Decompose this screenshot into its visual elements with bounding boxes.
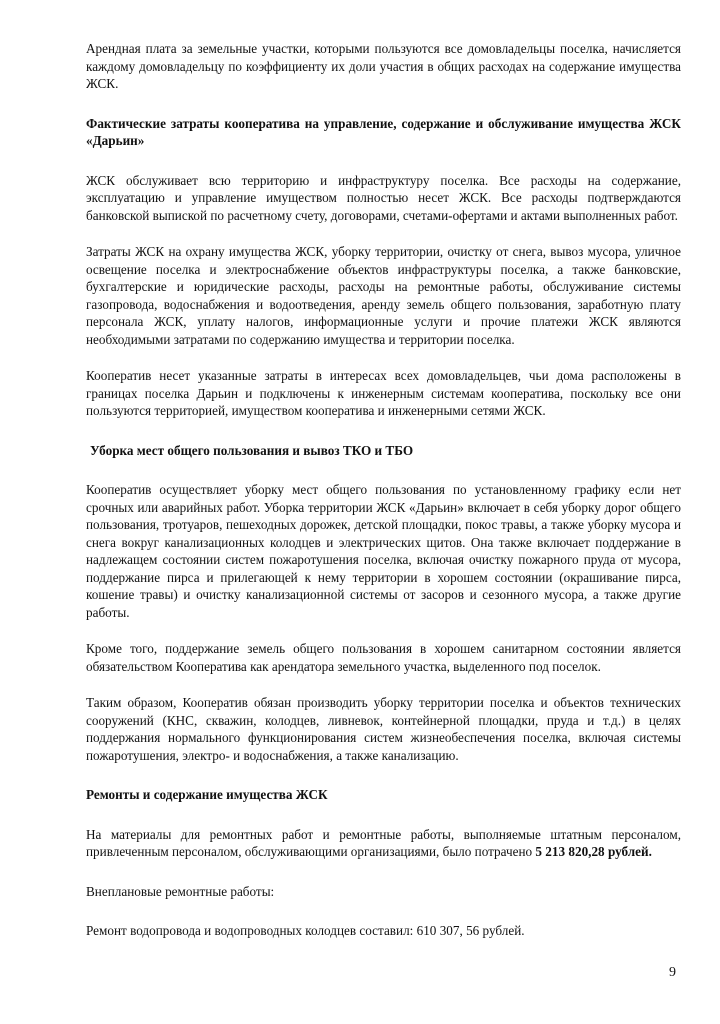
paragraph-cleaning-schedule: Кооператив осуществляет уборку мест общего пользования по установленному графику если нет срочных или аварийных работ. Уборка территории ЖСК «Дарьин» включает в себя уборку дорог общего пользования, тротуаров, пешеходных дорожек, детской площадки, покос травы, а также уборку мусора и снега вокруг канализационных колодцев и электрических щитов. Она также включает поддержание в надлежащем состоянии систем пожаротушения поселка, включая очистку пожарного пруда от мусора, поддержание пирса и прилегающей к нему территории в хорошем состоянии (окрашивание пирса, кошение травы) и очистку канализационной системы от засоров и сезонного мусора, а также другие работы. — [86, 482, 681, 620]
paragraph-water-repair-cost: Ремонт водопровода и водопроводных колодцев составил: 610 307, 56 рублей. — [86, 923, 525, 938]
paragraph-unplanned-repairs: Внеплановые ремонтные работы: — [86, 883, 275, 899]
heading-repairs: Ремонты и содержание имущества ЖСК — [86, 787, 328, 802]
repair-spending-amount: 5 213 820,28 рублей. — [535, 844, 652, 859]
document-page — [86, 40, 681, 940]
heading-actual-costs: Фактические затраты кооператива на управление, содержание и обслуживание имущества ЖСК «Дарьин» — [86, 115, 681, 148]
heading-cleaning-waste: Уборка мест общего пользования и вывоз ТКО и ТБО — [90, 442, 414, 458]
paragraph-sanitary-obligation: Кроме того, поддержание земель общего пользования в хорошем санитарном состоянии является обязательством Кооператива как арендатора земельного участка, выделенного под поселок. — [86, 641, 681, 674]
repair-spending-text: На материалы для ремонтных работ и ремонтные работы, выполняемые штатным персоналом, привлеченным персоналом, обслуживающими организациями, было потрачено — [86, 826, 681, 859]
paragraph-cooperative-interests: Кооператив несет указанные затраты в интересах всех домовладельцев, чьи дома расположены в границах поселка Дарьин и подключены к инженерным системам кооператива, поскольку все они пользуются территорией, имуществом кооператива и инженерными сетями ЖСК. — [86, 368, 681, 418]
paragraph-zhsk-costs: Затраты ЖСК на охрану имущества ЖСК, уборку территории, очистку от снега, вывоз мусора, уличное освещение поселка и электроснабжение объектов инфраструктуры поселка, а также банковские, бухгалтерские и юридические расходы, расходы на ремонтные работы, обслуживание системы газопровода, водоснабжения и водоотведения, аренду земель общего пользования, заработную плату персонала ЖСК, уплату налогов, информационные услуги и прочие платежи ЖСК являются необходимыми затратами по содержанию имущества и территории поселка. — [86, 244, 681, 347]
paragraph-repair-spending — [86, 826, 681, 861]
paragraph-zhsk-services: ЖСК обслуживает всю территорию и инфраструктуру поселка. Все расходы на содержание, эксплуатацию и управление имуществом полностью несет ЖСК. Все расходы подтверждаются банковской выпиской по расчетному счету, договорами, счетами-офертами и актами выполненных работ. — [86, 172, 681, 223]
page-number: 9 — [669, 965, 676, 980]
paragraph-land-rent: Арендная плата за земельные участки, которыми пользуются все домовладельцы поселка, начисляется каждому домовладельцу по коэффициенту их доли участия в общих расходах на содержание имущества ЖСК. — [86, 41, 681, 91]
paragraph-cooperative-obligations: Таким образом, Кооператив обязан производить уборку территории поселка и объектов технических сооружений (КНС, скважин, колодцев, ливневок, контейнерной площадки, пруда и т.д.) в целях поддержания нормального функционирования систем жизнеобеспечения поселка, включая системы пожаротушения, электро- и водоснабжения, а также канализацию. — [86, 695, 681, 763]
